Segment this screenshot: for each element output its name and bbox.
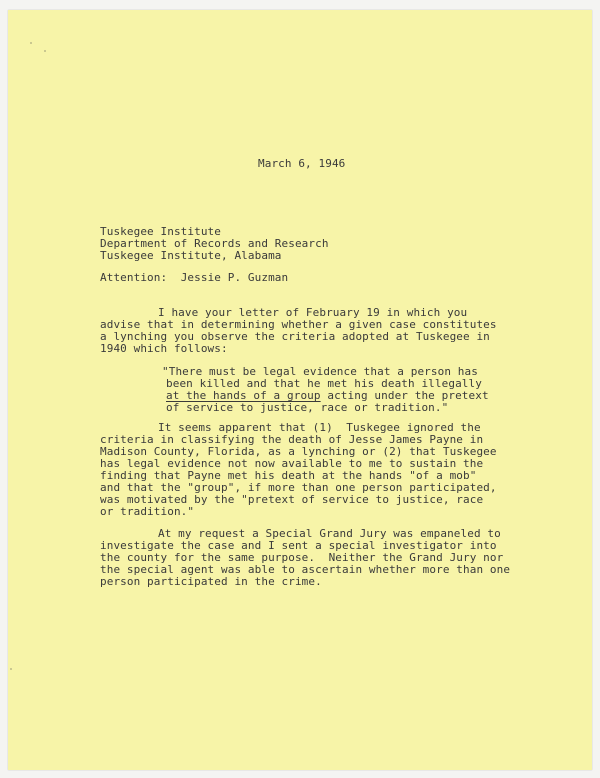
- recipient-line-3: Tuskegee Institute, Alabama: [100, 249, 282, 262]
- recipient-line-1: Tuskegee Institute: [100, 225, 222, 238]
- paragraph2-line-7: was motivated by the "pretext of service to justice, race: [100, 493, 484, 506]
- paragraph1-line-4: 1940 which follows:: [100, 342, 228, 355]
- paragraph1-line-1: I have your letter of February 19 in which you: [158, 306, 468, 319]
- attention-name: Jessie P. Guzman: [180, 271, 289, 284]
- quote-line-2: been killed and that he met his death illegally: [166, 377, 482, 390]
- paper-speck: [10, 668, 12, 670]
- paragraph3-line-5: person participated in the crime.: [100, 575, 322, 588]
- paragraph1-line-2: advise that in determining whether a given case constitutes: [100, 318, 497, 331]
- quote-underlined-phrase: at the hands of a group: [166, 389, 321, 402]
- quote-line-3-rest: acting under the pretext: [320, 389, 489, 402]
- paragraph2-line-1: It seems apparent that (1) Tuskegee ignored the: [158, 421, 481, 434]
- paragraph3-line-3: the county for the same purpose. Neither the Grand Jury nor: [100, 551, 504, 564]
- attention-label: Attention:: [100, 271, 168, 284]
- letter-page: [8, 10, 592, 770]
- attention-line: [100, 272, 288, 284]
- paragraph2-line-2: criteria in classifying the death of Jesse James Payne in: [100, 433, 484, 446]
- paragraph2-line-4: has legal evidence not now available to me to sustain the: [100, 457, 484, 470]
- paper-speck: [44, 50, 46, 52]
- paragraph3-line-2: investigate the case and I sent a special investigator into: [100, 539, 497, 552]
- paragraph2-line-3: Madison County, Florida, as a lynching or (2) that Tuskegee: [100, 445, 497, 458]
- recipient-line-2: Department of Records and Research: [100, 237, 329, 250]
- paragraph3-line-1: At my request a Special Grand Jury was empaneled to: [158, 527, 501, 540]
- paper-speck: [30, 42, 32, 44]
- letter-date: March 6, 1946: [258, 157, 346, 170]
- paragraph3-line-4: the special agent was able to ascertain whether more than one: [100, 563, 511, 576]
- quote-line-1: "There must be legal evidence that a person has: [162, 365, 478, 378]
- paragraph2-line-6: and that the "group", if more than one person participated,: [100, 481, 497, 494]
- paragraph2-line-8: or tradition.": [100, 505, 195, 518]
- paragraph1-line-3: a lynching you observe the criteria adopted at Tuskegee in: [100, 330, 490, 343]
- paragraph2-line-5: finding that Payne met his death at the hands "of a mob": [100, 469, 477, 482]
- quote-line-4: of service to justice, race or tradition.": [166, 401, 449, 414]
